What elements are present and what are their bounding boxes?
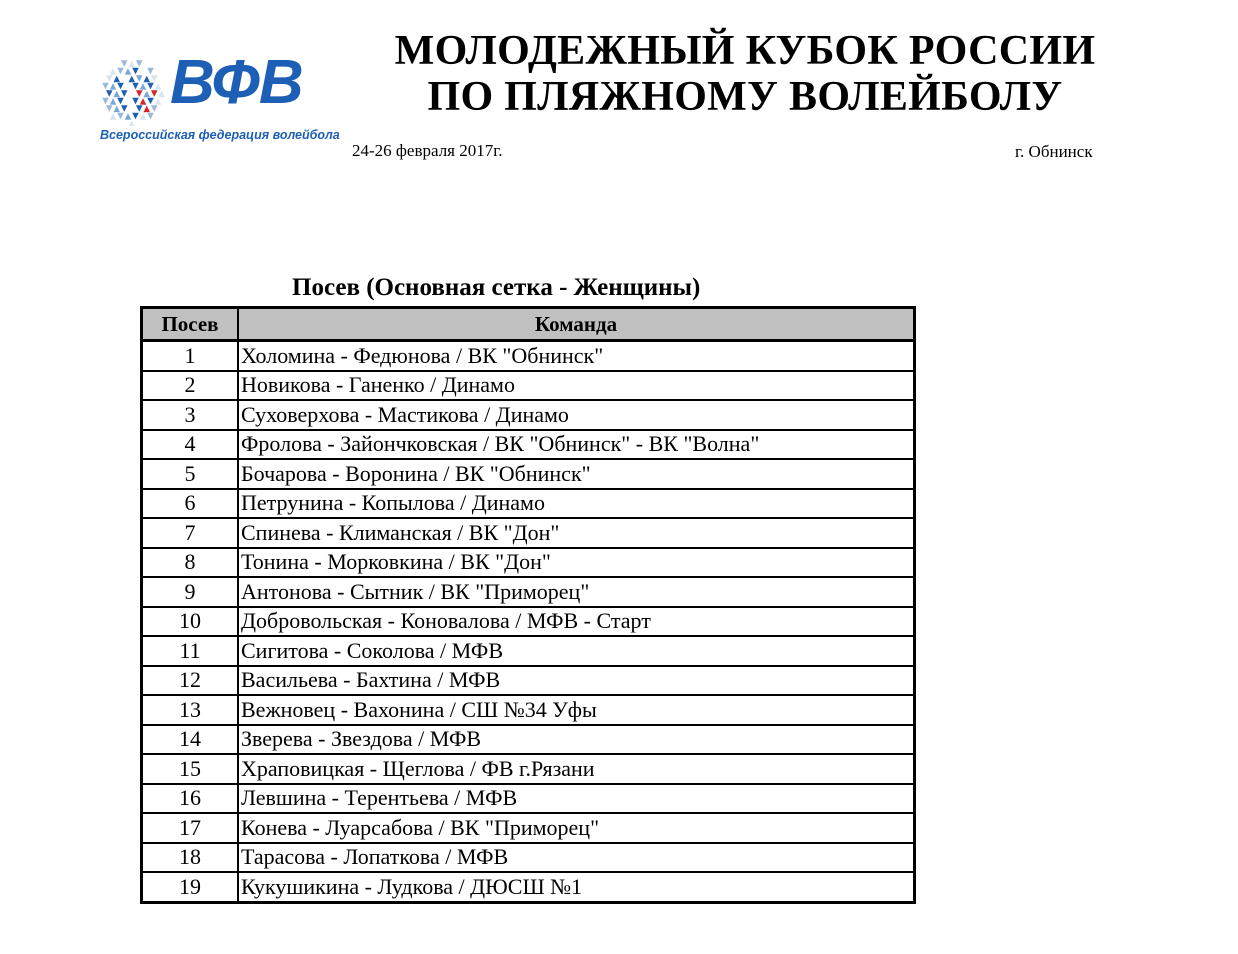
seed-cell: 8	[142, 548, 239, 578]
seed-cell: 6	[142, 489, 239, 519]
column-header-team: Команда	[238, 308, 915, 341]
team-cell: Петрунина - Копылова / Динамо	[238, 489, 915, 519]
table-row	[142, 577, 915, 607]
table-row	[142, 843, 915, 873]
logo-facet	[121, 105, 129, 113]
table-row	[142, 872, 915, 902]
team-cell: Левшина - Терентьева / МФВ	[238, 784, 915, 814]
logo-facet	[136, 75, 144, 83]
logo-facet	[106, 75, 114, 83]
logo-facet	[132, 113, 140, 121]
team-cell: Добровольская - Коновалова / МФВ - Старт	[238, 607, 915, 637]
logo-facet	[113, 90, 121, 98]
logo-facet	[117, 83, 125, 91]
team-cell: Суховерхова - Мастикова / Динамо	[238, 400, 915, 430]
logo-subtitle: Всероссийская федерация волейбола	[100, 128, 340, 142]
logo-facet	[139, 68, 147, 76]
seeding-table	[140, 306, 916, 904]
team-cell: Кукушикина - Лудкова / ДЮСШ №1	[238, 872, 915, 902]
table-row	[142, 430, 915, 460]
seed-cell: 11	[142, 636, 239, 666]
event-city: г. Обнинск	[1015, 142, 1093, 161]
logo-facet	[128, 120, 136, 126]
seed-cell: 14	[142, 725, 239, 755]
table-row	[142, 695, 915, 725]
team-cell: Бочарова - Воронина / ВК "Обнинск"	[238, 459, 915, 489]
table-row	[142, 666, 915, 696]
logo-facet	[143, 90, 151, 98]
logo-facet	[121, 60, 129, 68]
logo-facet	[106, 105, 114, 113]
logo-facet	[147, 113, 155, 121]
logo-facet	[113, 75, 121, 83]
team-cell: Фролова - Зайончковская / ВК "Обнинск" - ВК "Волна"	[238, 430, 915, 460]
logo-facet	[136, 90, 144, 98]
title-line-2: ПО ПЛЯЖНОМУ ВОЛЕЙБОЛУ	[427, 74, 1063, 120]
logo-facet	[117, 68, 125, 76]
table-row	[142, 548, 915, 578]
team-cell: Антонова - Сытник / ВК "Приморец"	[238, 577, 915, 607]
logo-facet	[117, 98, 125, 106]
table-row	[142, 400, 915, 430]
logo-facet	[124, 98, 132, 106]
table-row	[142, 784, 915, 814]
seed-cell: 9	[142, 577, 239, 607]
event-date: 24-26 февраля 2017г.	[352, 141, 503, 160]
team-cell: Конева - Луарсабова / ВК "Приморец"	[238, 813, 915, 843]
logo-facet	[109, 113, 117, 121]
seed-cell: 2	[142, 371, 239, 401]
table-header-row	[142, 308, 915, 341]
logo-facet	[154, 83, 162, 91]
table-row	[142, 636, 915, 666]
team-cell: Холомина - Федюнова / ВК "Обнинск"	[238, 341, 915, 371]
seed-cell: 1	[142, 341, 239, 371]
table-row	[142, 754, 915, 784]
logo-facet	[109, 68, 117, 76]
logo-facet	[136, 60, 144, 68]
logo-facet	[136, 105, 144, 113]
seed-cell: 7	[142, 518, 239, 548]
logo-facet	[128, 60, 136, 68]
logo-facet	[121, 90, 129, 98]
logo-facet	[124, 113, 132, 121]
logo-facet	[124, 83, 132, 91]
team-cell: Сигитова - Соколова / МФВ	[238, 636, 915, 666]
seed-cell: 5	[142, 459, 239, 489]
column-header-seed: Посев	[142, 308, 239, 341]
page-title	[360, 28, 1130, 120]
vfv-logo	[100, 48, 350, 148]
seed-cell: 18	[142, 843, 239, 873]
logo-facet	[147, 68, 155, 76]
team-cell: Тарасова - Лопаткова / МФВ	[238, 843, 915, 873]
seed-cell: 17	[142, 813, 239, 843]
logo-facet	[128, 90, 136, 98]
logo-facet	[147, 83, 155, 91]
logo-facet	[102, 83, 110, 91]
table-row	[142, 371, 915, 401]
seed-cell: 3	[142, 400, 239, 430]
logo-facet	[139, 83, 147, 91]
logo-facet	[106, 90, 114, 98]
table-row	[142, 459, 915, 489]
logo-facet	[121, 75, 129, 83]
team-cell: Васильева - Бахтина / МФВ	[238, 666, 915, 696]
logo-facet	[109, 83, 117, 91]
logo-facet	[128, 105, 136, 113]
seed-cell: 12	[142, 666, 239, 696]
logo-facet	[124, 68, 132, 76]
seed-cell: 4	[142, 430, 239, 460]
logo-facet	[102, 98, 110, 106]
table-row	[142, 341, 915, 371]
logo-facet	[151, 75, 159, 83]
logo-facet	[132, 98, 140, 106]
logo-facet	[151, 90, 159, 98]
team-cell: Новикова - Ганенко / Динамо	[238, 371, 915, 401]
seed-cell: 16	[142, 784, 239, 814]
logo-facet	[143, 75, 151, 83]
title-line-1: МОЛОДЕЖНЫЙ КУБОК РОССИИ	[394, 28, 1096, 74]
logo-facet	[117, 113, 125, 121]
logo-text: ВФВ	[170, 48, 303, 117]
team-cell: Спинева - Климанская / ВК "Дон"	[238, 518, 915, 548]
table-row	[142, 607, 915, 637]
seed-cell: 13	[142, 695, 239, 725]
logo-facet	[151, 105, 159, 113]
logo-facet	[143, 105, 151, 113]
logo-facet	[132, 68, 140, 76]
table-row	[142, 489, 915, 519]
table-row	[142, 518, 915, 548]
seed-cell: 15	[142, 754, 239, 784]
logo-facet	[113, 105, 121, 113]
logo-facet	[139, 98, 147, 106]
logo-facet	[128, 75, 136, 83]
team-cell: Вежновец - Вахонина / СШ №34 Уфы	[238, 695, 915, 725]
team-cell: Зверева - Звездова / МФВ	[238, 725, 915, 755]
team-cell: Храповицкая - Щеглова / ФВ г.Рязани	[238, 754, 915, 784]
table-row	[142, 725, 915, 755]
seed-cell: 19	[142, 872, 239, 902]
seed-cell: 10	[142, 607, 239, 637]
logo-facet	[158, 90, 166, 98]
logo-facet	[109, 98, 117, 106]
table-row	[142, 813, 915, 843]
logo-facet	[139, 113, 147, 121]
volleyball-logo-icon	[100, 60, 170, 126]
team-cell: Тонина - Морковкина / ВК "Дон"	[238, 548, 915, 578]
logo-facet	[154, 98, 162, 106]
section-title: Посев (Основная сетка - Женщины)	[292, 274, 701, 301]
logo-facet	[132, 83, 140, 91]
logo-facet	[147, 98, 155, 106]
